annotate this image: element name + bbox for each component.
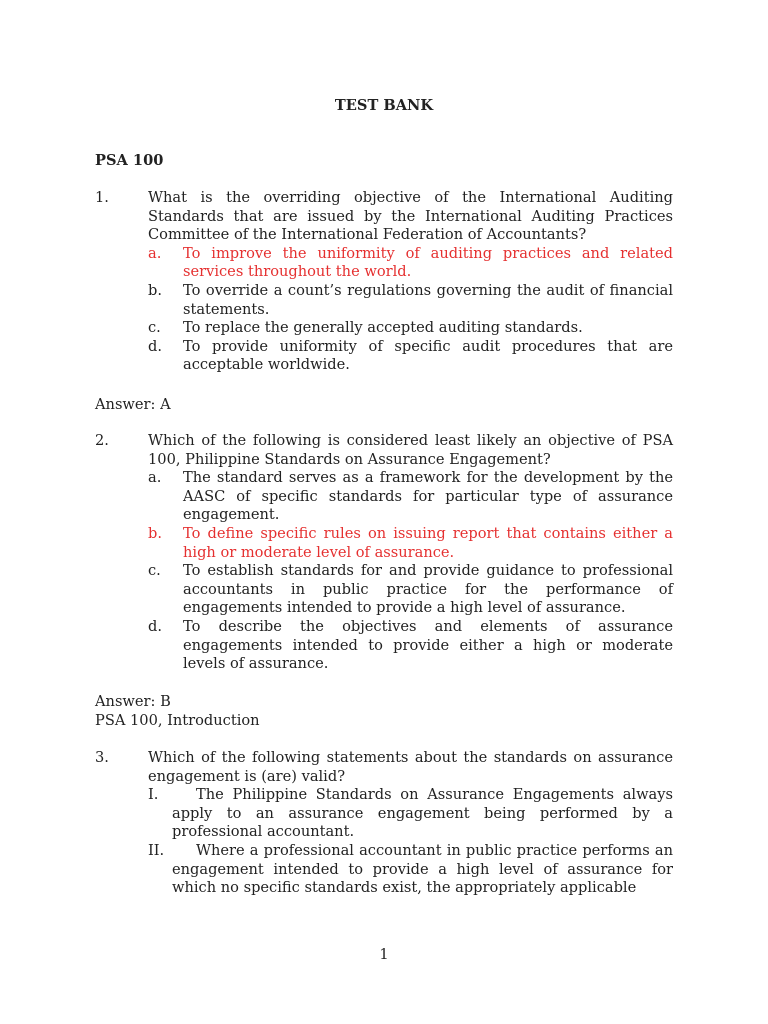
option-letter: d. (148, 617, 162, 635)
statement-1 (148, 786, 673, 842)
option-d (148, 618, 673, 674)
option-letter: c. (148, 562, 161, 580)
option-b (148, 282, 673, 319)
page-title: TEST BANK (334, 97, 434, 114)
statement-list (148, 786, 673, 898)
question-number: 3. (95, 749, 109, 766)
option-d (148, 338, 673, 375)
statement-text: The Philippine Standards on Assurance Engagements always apply to an assurance engagement being performed by a professional accountant. (172, 786, 673, 841)
option-text: To establish standards for and provide guidance to professional accountants in public practice for the performance of engagements intended to provide a high level of assurance. (183, 562, 673, 617)
statement-number: I. (148, 786, 159, 804)
option-letter: a. (148, 469, 162, 487)
option-c (148, 319, 673, 338)
statement-text-wrap (172, 842, 673, 898)
question-number: 1. (95, 189, 109, 206)
question-number: 2. (95, 432, 109, 449)
option-text: To improve the uniformity of auditing practices and related services throughout the world. (183, 244, 673, 281)
question-text: Which of the following is considered least likely an objective of PSA 100, Philippine Standards on Assurance Engagement? (148, 432, 673, 468)
option-letter: b. (148, 524, 162, 542)
statement-text-wrap (172, 786, 673, 842)
statement-number: II. (148, 841, 165, 859)
option-a-correct (148, 245, 673, 282)
option-text: To describe the objectives and elements of assurance engagements intended to provide either a high or moderate levels of assurance. (183, 617, 673, 673)
option-b-correct (148, 525, 673, 562)
option-list (148, 245, 673, 375)
option-text: To override a count’s regulations governing the audit of financial statements. (183, 281, 673, 318)
option-letter: d. (148, 337, 162, 355)
answer-1: Answer: A (95, 396, 171, 413)
option-letter: c. (148, 319, 161, 337)
answer-2-reference: PSA 100, Introduction (95, 712, 260, 729)
section-heading: PSA 100 (95, 152, 164, 169)
question-text: Which of the following statements about the standards on assurance engagement is (are) valid? (148, 749, 673, 785)
question-1 (95, 189, 673, 375)
option-letter: a. (148, 244, 162, 262)
option-c (148, 562, 673, 618)
option-text: The standard serves as a framework for the development by the AASC of specific standards for particular type of assurance engagement. (183, 469, 673, 524)
option-text: To provide uniformity of specific audit procedures that are acceptable worldwide. (183, 337, 673, 374)
statement-text: Where a professional accountant in public practice performs an engagement intended to provide a high level of assurance for which no specific standards exist, the appropriately applicable (172, 841, 673, 897)
option-text: To replace the generally accepted auditing standards. (183, 319, 583, 337)
question-2 (95, 432, 673, 674)
question-3 (95, 749, 673, 898)
option-list (148, 469, 673, 674)
question-text: What is the overriding objective of the International Auditing Standards that are issued by the International Auditing Practices Committee of the International Federation of Accountants? (148, 189, 673, 244)
option-letter: b. (148, 281, 162, 299)
answer-2: Answer: B (95, 693, 171, 710)
option-a (148, 469, 673, 525)
statement-2 (148, 842, 673, 898)
option-text: To define specific rules on issuing report that contains either a high or moderate level of assurance. (183, 524, 673, 561)
page-number: 1 (379, 946, 389, 963)
